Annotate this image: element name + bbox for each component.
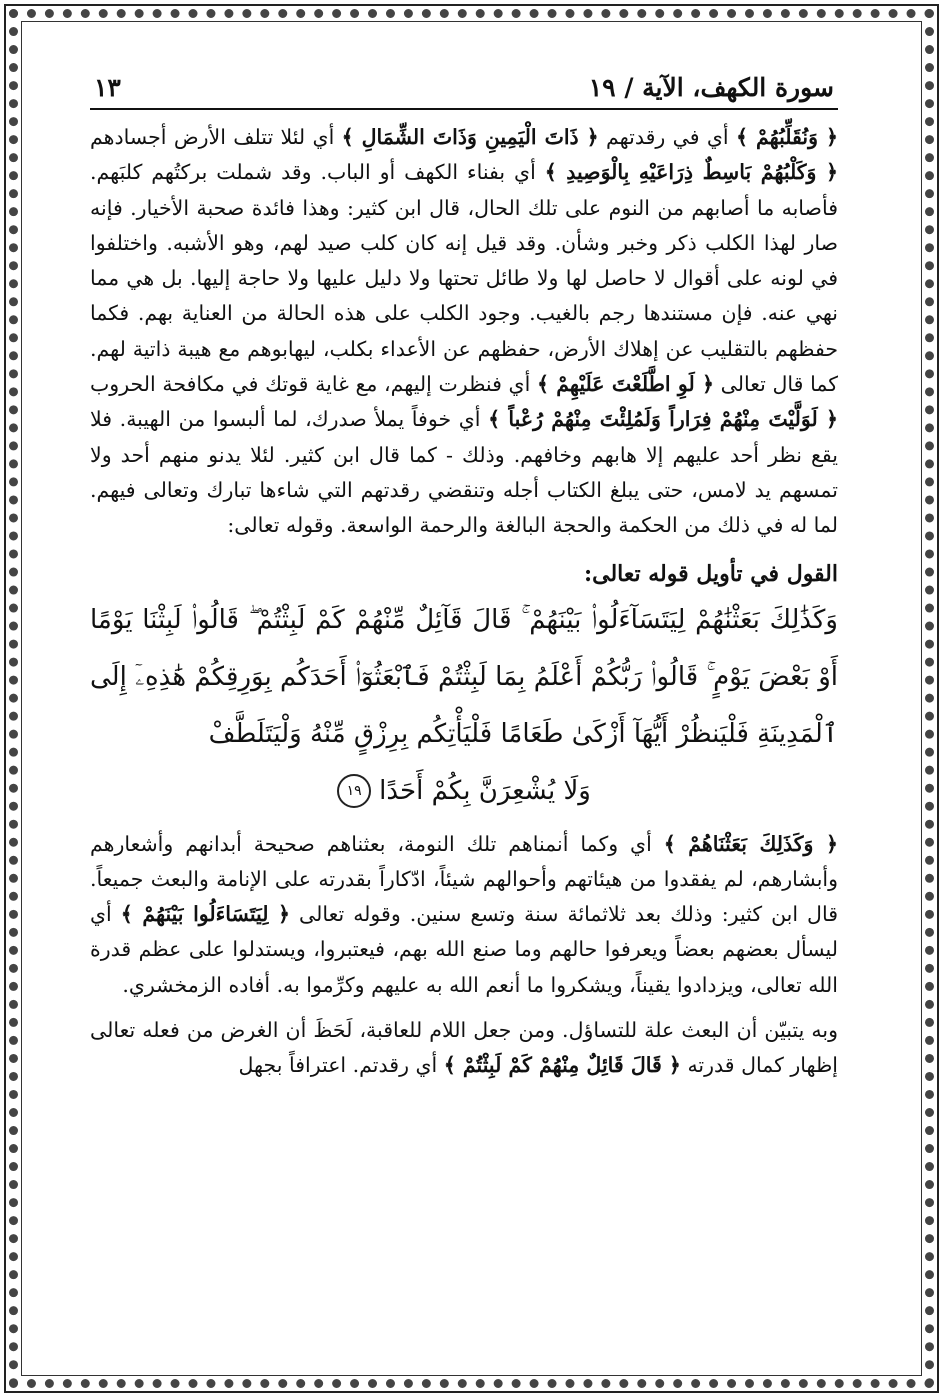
quran-quote: ﴿ لَوَلَّيْتَ مِنْهُمْ فِرَاراً وَلَمُلِئْتَ مِنْهُمْ رُعْباً ﴾: [488, 407, 839, 432]
commentary-text: أي وكما أنمناهم تلك النومة، بعثناهم صحيحة أبدانهم وأشعارهم وأبشارهم، لم يفقدوا من هيئاتهم وأحوالهم شيئاً، ادّكاراً بقدرته على الإنامة والبعث جميعاً. قال ابن كثير: وذلك بعد ثلاثمائة سنة وتسع سنين. وقوله تعالى: [90, 831, 838, 927]
verse-number-badge: ١٩: [337, 774, 371, 808]
commentary-text: أي ليسأل بعضهم بعضاً ويعرفوا حالهم وما صنع الله بهم، فيعتبروا، ويستدلوا على عظم قدرة الله تعالى، ويزدادوا يقيناً، ويشكروا ما أنعم الله به عليهم وكرِّموا به. أفاده الزمخشري.: [90, 902, 838, 997]
page-header: [90, 68, 838, 110]
verse-last-text: وَلَا يُشْعِرَنَّ بِكُمْ أَحَدًا: [379, 775, 591, 806]
quran-quote: ﴿ وَكَذَلِكَ بَعَثْنَاهُمْ ﴾: [663, 831, 839, 856]
page: [90, 68, 838, 1328]
quran-quote: ﴿ وَكَلْبُهُمْ بَاسِطٌ ذِرَاعَيْهِ بِالْوَصِيدِ ﴾: [544, 160, 838, 185]
commentary-text: أي لئلا تتلف الأرض أجسادهم: [90, 125, 342, 149]
commentary-paragraph-2: [90, 827, 838, 1003]
section-heading: القول في تأويل قوله تعالى:: [584, 560, 838, 587]
page-number: ١٣: [94, 73, 121, 102]
commentary-paragraph-1: [90, 120, 838, 544]
quran-quote: ﴿ قَالَ قَائِلٌ مِنْهُمْ كَمْ لَبِثْتُمْ ﴾: [443, 1053, 681, 1078]
running-title: سورة الكهف، الآية / ١٩: [588, 73, 834, 102]
quran-verse: وَكَذَٰلِكَ بَعَثْنَٰهُمْ لِيَتَسَآءَلُوا۟ بَيْنَهُمْ ۚ قَالَ قَآئِلٌ مِّنْهُمْ كَمْ لَبِثْتُمْ ۖ قَالُوا۟ لَبِثْنَا يَوْمًا أَوْ بَعْضَ يَوْمٍ ۚ قَالُوا۟ رَبُّكُمْ أَعْلَمُ بِمَا لَبِثْتُمْ فَٱبْعَثُوٓا۟ أَحَدَكُم بِوَرِقِكُمْ هَٰذِهِۦٓ إِلَى ٱلْمَدِينَةِ فَلْيَنظُرْ أَيُّهَآ أَزْكَىٰ طَعَامًا فَلْيَأْتِكُم بِرِزْقٍ مِّنْهُ وَلْيَتَلَطَّفْ: [90, 604, 838, 749]
quran-quote: ﴿ ذَاتَ الْيَمِينِ وَذَاتَ الشِّمَالِ ﴾: [341, 125, 599, 149]
commentary-text: وبه يتبيّن أن البعث علة للتساؤل. ومن جعل اللام للعاقبة، لَحَظَ أن الغرض من فعله تعالى إظهار كمال قدرته: [90, 1018, 838, 1078]
quran-quote: ﴿ لِيَتَسَاءَلُوا بَيْنَهُمْ ﴾: [120, 902, 291, 927]
commentary-text: أي خوفاً يملأ صدرك، لما ألبسوا من الهيبة. فلا يقع نظر أحد عليهم إلا هابهم وخافهم. وذلك - كما قال ابن كثير. لئلا يدنو منهم أحد ولا تمسهم يد لامس، حتى يبلغ الكتاب أجله وتنقضي رقدتهم التي شاءها تبارك وتعالى فيهم. لما له في ذلك من الحكمة والحجة البالغة والرحمة الواسعة. وقوله تعالى:: [90, 407, 838, 538]
commentary-paragraph-3: [90, 1013, 838, 1084]
quran-quote: ﴿ لَوِ اطَّلَعْتَ عَلَيْهِمْ ﴾: [536, 372, 715, 397]
commentary-text: أي في رقدتهم: [598, 125, 736, 149]
commentary-text: أي فنظرت إليهم، مع غاية قوتك في مكافحة الحروب: [90, 372, 537, 397]
commentary-text: أي بفناء الكهف أو الباب. وقد شملت بركتُهم كلبَهم. فأصابه ما أصابهم من النوم على تلك الحال، قال ابن كثير: وهذا فائدة صحبة الأخيار. فإنه صار لهذا الكلب ذكر وخبر وشأن. وقد قيل إنه كان كلب صيد لهم، وهو الأشبه. واختلفوا في لونه على أقوال لا حاصل لها ولا طائل تحتها ولا دليل عليها ولا حاجة إليها. بل هي مما نهي عنه. فإن مستندها رجم بالغيب. وجود الكلب على هذه الحالة من العناية بهم. فكما حفظهم بالتقليب عن إهلاك الأرض، حفظهم عن الأعداء بكلب، ليهابوهم مع هيبة ذاتية لهم. كما قال تعالى: [90, 160, 838, 397]
quran-verse-last-line: [90, 763, 838, 819]
page-body: [90, 120, 838, 1084]
commentary-text: أي رقدتم. اعترافاً بجهل: [238, 1053, 444, 1078]
quran-quote: ﴿ وَنُقَلِّبُهُمْ ﴾: [735, 125, 838, 149]
paragraph-gap: [90, 1003, 838, 1013]
